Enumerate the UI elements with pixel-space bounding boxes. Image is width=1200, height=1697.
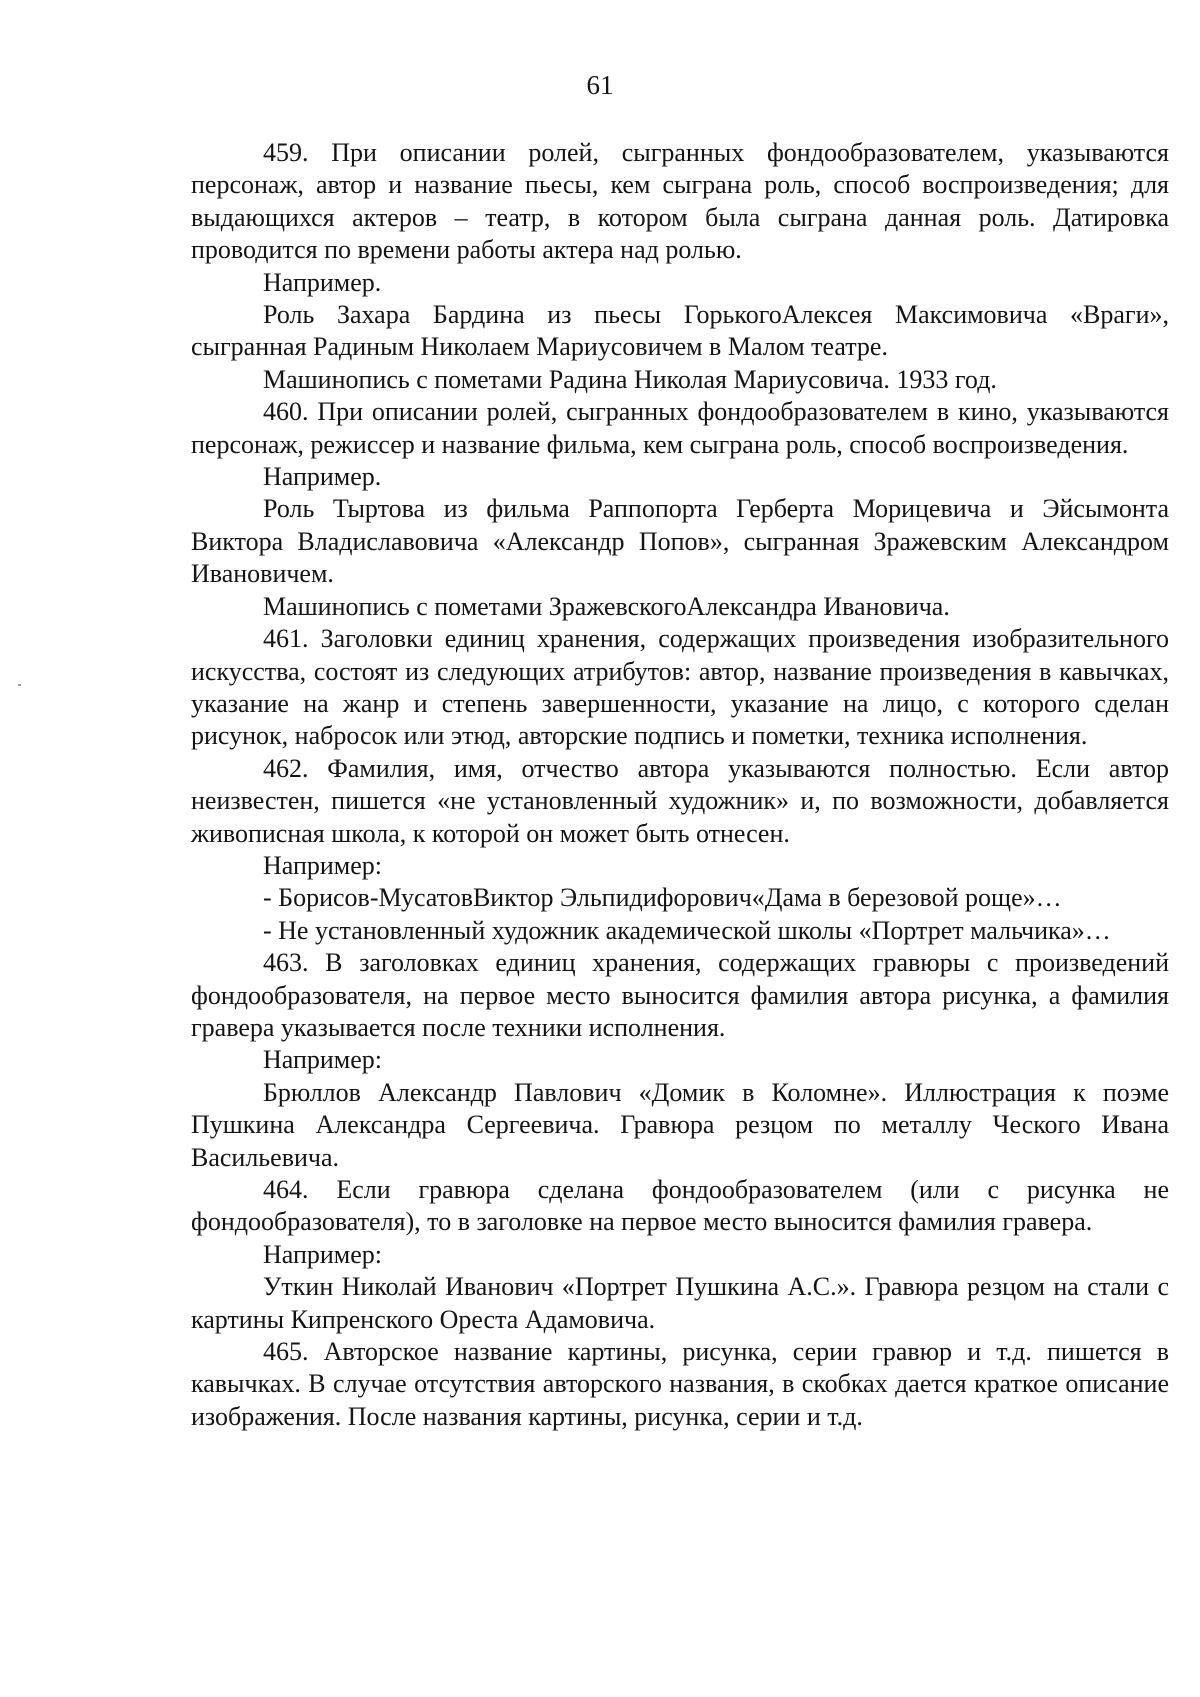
- paragraph-461: 461. Заголовки единиц хранения, содержащих произведения изобразительного искусства, состоят из следующих атрибутов: автор, название произведения в кавычках, указание на жанр и степень завершенности, указание на лицо, с которого сделан рисунок, набросок или этюд, авторские подпись и пометки, техника исполнения.: [191, 624, 1169, 751]
- example-text: Машинопись с пометами Радина Николая Мариусовича. 1933 год.: [263, 364, 997, 394]
- paragraph-464: 464. Если гравюра сделана фондообразователем (или с рисунка не фондообразователя), то в заголовке на первое место выносится фамилия гравера.: [191, 1175, 1169, 1237]
- example-text: Уткин Николай Иванович «Портрет Пушкина А.С.». Гравюра резцом на стали с картины Кипренского Ореста Адамовича.: [191, 1272, 1169, 1334]
- scan-artifact: [18, 684, 21, 686]
- paragraph-465: 465. Авторское название картины, рисунка, серии гравюр и т.д. пишется в кавычках. В случае отсутствия авторского названия, в скобках дается краткое описание изображения. После названия картины, рисунка, серии и т.д.: [191, 1337, 1169, 1431]
- example-list-item: - Борисов-МусатовВиктор Эльпидифорович«Дама в березовой роще»…: [263, 883, 1062, 913]
- example-label: Например.: [263, 267, 382, 297]
- paragraph-462: 462. Фамилия, имя, отчество автора указываются полностью. Если автор неизвестен, пишется «не установленный художник» и, по возможности, добавляется живописная школа, к которой он может быть отнесен.: [191, 753, 1169, 848]
- example-label: Например:: [263, 1045, 383, 1075]
- example-label: Например:: [263, 1239, 383, 1269]
- paragraph-459: 459. При описании ролей, сыгранных фондообразователем, указываются персонаж, автор и название пьесы, кем сыграна роль, способ воспроизведения; для выдающихся актеров – театр, в котором была сыграна данная роль. Датировка проводится по времени работы актера над ролью.: [191, 138, 1169, 265]
- example-text: Роль Захара Бардина из пьесы ГорькогоАлексея Максимовича «Враги», сыгранная Радиным Николаем Мариусовичем в Малом театре.: [191, 300, 1169, 362]
- example-text: Роль Тыртова из фильма Раппопорта Герберта Морицевича и Эйсымонта Виктора Владиславовича «Александр Попов», сыгранная Зражевским Александром Ивановичем.: [191, 494, 1169, 589]
- paragraph-460: 460. При описании ролей, сыгранных фондообразователем в кино, указываются персонаж, режиссер и название фильма, кем сыграна роль, способ воспроизведения.: [191, 397, 1169, 459]
- example-list-item: - Не установленный художник академической школы «Портрет мальчика»…: [263, 915, 1111, 945]
- example-text: Машинопись с пометами ЗражевскогоАлександра Ивановича.: [263, 591, 950, 621]
- example-label: Например:: [263, 850, 383, 880]
- example-label: Например.: [263, 462, 382, 492]
- page-number: 61: [586, 70, 614, 100]
- body-text: [191, 137, 1169, 1433]
- paragraph-463: 463. В заголовках единиц хранения, содержащих гравюры с произведений фондообразователя, на первое место выносится фамилия автора рисунка, а фамилия гравера указывается после техники исполнения.: [191, 948, 1169, 1042]
- example-text: Брюллов Александр Павлович «Домик в Коломне». Иллюстрация к поэме Пушкина Александра Сергеевича. Гравюра резцом по металлу Ческого Ивана Васильевича.: [191, 1077, 1169, 1172]
